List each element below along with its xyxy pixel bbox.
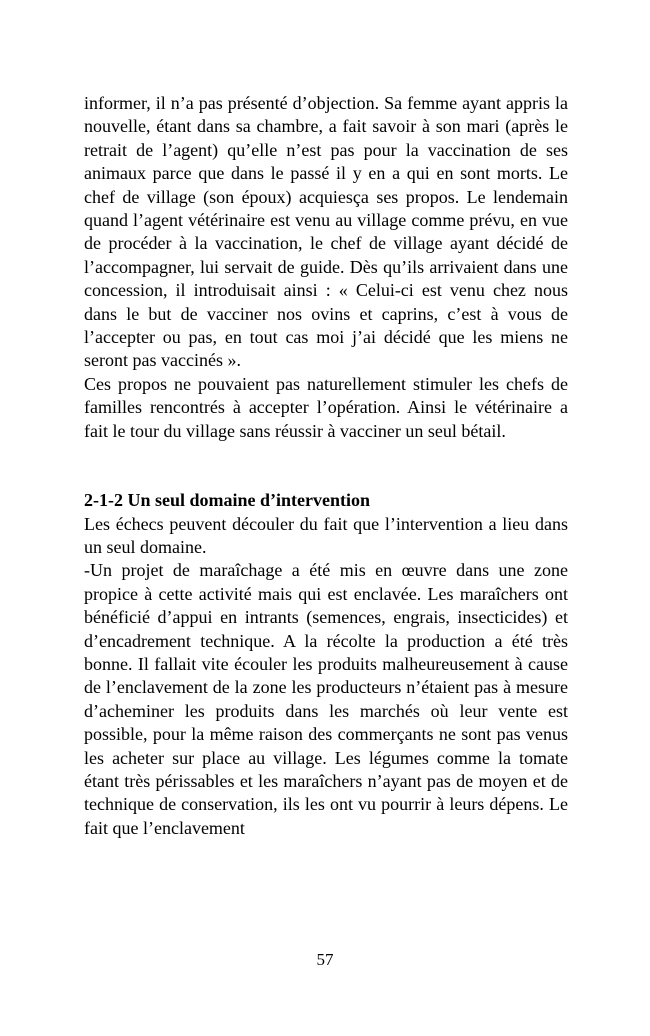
- section-heading: 2-1-2 Un seul domaine d’intervention: [84, 490, 371, 511]
- paragraph-vaccination-outcome: Ces propos ne pouvaient pas naturellement stimuler les chefs de familles rencontrés à accepter l’opération. Ainsi le vétérinaire a fait le tour du village sans réussir à vacciner un seul bétail.: [84, 373, 568, 441]
- paragraph-market-gardening: -Un projet de maraîchage a été mis en œuvre dans une zone propice à cette activité mais qui est enclavée. Les maraîchers ont bénéficié d’appui en intrants (semences, engrais, insecticides) et d’encadrement technique. A la récolte la production a été très bonne. Il fallait vite écouler les produits malheureusement à cause de l’enclavement de la zone les producteurs n’étaient pas à mesure d’acheminer les produits dans les marchés où leur vente est possible, pour la même raison des commerçants ne sont pas venus les acheter sur place au village. Les légumes comme la tomate étant très périssables et les maraîchers n’ayant pas de moyen et de technique de conservation, ils les ont vu pourrir à leurs dépens. Le fait que l’enclavement: [84, 560, 568, 838]
- page-body: [84, 92, 568, 840]
- page-number: 57: [316, 950, 334, 969]
- paragraph-intro: Les échecs peuvent découler du fait que l’intervention a lieu dans un seul domaine.: [84, 513, 568, 557]
- paragraph-vaccination-story: informer, il n’a pas présenté d’objection. Sa femme ayant appris la nouvelle, étant dans sa chambre, a fait savoir à son mari (après le retrait de l’agent) qu’elle n’est pas pour la vaccination de ses animaux parce que dans le passé il y en a qui en sont morts. Le chef de village (son époux) acquiesça ses propos. Le lendemain quand l’agent vétérinaire est venu au village comme prévu, en vue de procéder à la vaccination, le chef de village ayant décidé de l’accompagner, lui servait de guide. Dès qu’ils arrivaient dans une concession, il introduisait ainsi : « Celui-ci est venu chez nous dans le but de vacciner nos ovins et caprins, c’est à vous de l’accepter ou pas, en tout cas moi j’ai décidé que les miens ne seront pas vaccinés ».: [84, 93, 568, 371]
- section-spacer: [84, 443, 568, 489]
